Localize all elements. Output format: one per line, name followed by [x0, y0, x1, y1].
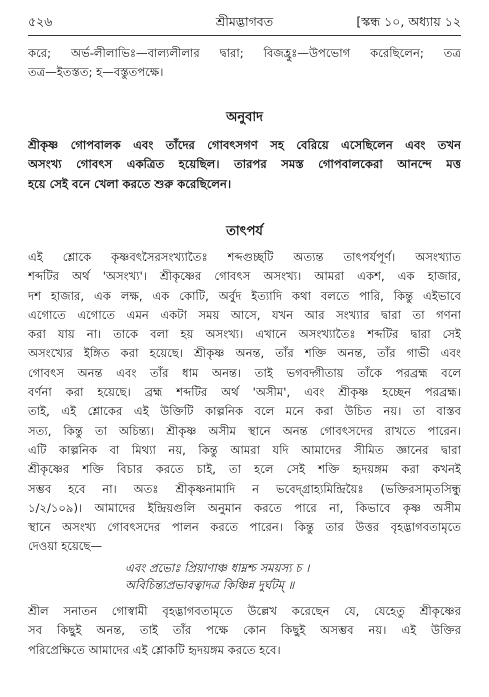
translation-block	[28, 136, 461, 194]
purport-line: শ্রীকৃষ্ণের শক্তি বিচার করতে চাই, তা হলে সেই শক্তি হৃদয়ঙ্গম করা কখনই	[28, 462, 461, 477]
synonyms-block	[28, 44, 461, 83]
purport-heading: তাৎপর্য	[226, 224, 263, 239]
closing-line: সব কিছুই অনন্ত, তাই তাঁর পক্ষে কোন কিছুই অসম্ভব নয়। এই উক্তির	[28, 623, 461, 638]
purport-line: এই শ্লোকে কৃষ্ণবৎসৈরসংখ্যাতৈঃ শব্দগুচ্ছটি অত্যন্ত তাৎপর্যপূর্ণ। অসংখ্যাত	[28, 250, 461, 264]
book-title: শ্রীমদ্ভাগবত	[215, 14, 274, 29]
purport-line: গোবৎস অনন্ত এবং তাঁর ধাম অনন্ত। তাই ভগবদ্গীতায় তাঁকে পরব্রহ্ম বলে	[28, 365, 461, 380]
header-rule	[28, 35, 461, 36]
closing-block	[28, 602, 461, 660]
purport-line: তাই, এই শ্লোকের এই উক্তিটি কাল্পনিক বলে মনে করা উচিত নয়। তা বাস্তব	[28, 404, 461, 419]
purport-line: শব্দটির অর্থ 'অসংখ্য'। শ্রীকৃষ্ণের গোবৎস অসংখ্য। আমরা একশ, এক হাজার,	[28, 269, 461, 284]
purport-line: সম্ভব হবে না। অতঃ শ্রীকৃষ্ণনামাদি ন ভবেদ্গ্রাহ্যমিন্দ্রিয়ৈঃ (ভক্তিরসামৃতসিন্ধু	[28, 481, 461, 496]
running-header	[28, 14, 461, 34]
translation-heading-row	[28, 108, 461, 132]
purport-line: দশ হাজার, এক লক্ষ, এক কোটি, অর্বুদ ইত্যাদি কথা বলতে পারি, কিন্তু এইভাবে	[28, 288, 461, 303]
purport-line: স্থানে অসংখ্য গোবৎসদের পালন করতে পারেন। কিন্তু তার উত্তর বৃহদ্ভাগবতামৃতে	[28, 520, 461, 535]
translation-line: হয়ে সেই বনে খেলা করতে শুরু করেছিলেন।	[28, 176, 232, 191]
purport-line: ১/২/১০৯)। আমাদের ইন্দ্রিয়গুলি অনুমান করতে পারে না, কিভাবে কৃষ্ণ অসীম	[28, 500, 461, 515]
translation-heading: অনুবাদ	[226, 110, 263, 125]
sanskrit-verse	[125, 560, 309, 594]
closing-line: পরিপ্রেক্ষিতে আমাদের এই শ্লোকটি হৃদয়ঙ্গম করতে হবে।	[28, 642, 281, 657]
closing-line: শ্রীল সনাতন গোস্বামী বৃহদ্ভাগবতামৃতে উল্লেখ করেছেন যে, যেহেতু শ্রীকৃষ্ণের	[28, 604, 461, 618]
purport-block	[28, 248, 461, 557]
page-number: ৫২৬	[28, 14, 53, 29]
translation-line: শ্রীকৃষ্ণ গোপবালক এবং তাঁদের গোবৎসগণ সহ বেরিয়ে এসেছিলেন এবং তখন	[28, 138, 461, 152]
synonyms-line: তত্র—ইতস্তত; হ—বস্তুতপক্ষে।	[28, 65, 164, 80]
purport-line: দেওয়া হয়েছে—	[28, 539, 103, 554]
verse-line: এবং প্রভোঃ প্রিয়াণাঞ্চ ধাম্নশ্চ সময়স্য চ ।	[125, 561, 310, 575]
canto-chapter-reference: [স্কন্ধ ১০, অধ্যায় ১২	[356, 14, 461, 29]
purport-line: সত্য, কিন্তু তা অচিন্ত্য। শ্রীকৃষ্ণ অসীম স্থানে অনন্ত গোবৎসদের রাখতে পারেন।	[28, 423, 461, 438]
translation-line: অসংখ্য গোবৎস একত্রিত হয়েছিল। তারপর সমস্ত গোপবালকেরা আনন্দে মত্ত	[28, 157, 461, 172]
synonyms-line: করে; অর্ভ-লীলাভিঃ—বাল্যলীলার দ্বারা; বিজহ্রুঃ—উপভোগ করেছিলেন; তত্র	[28, 46, 461, 60]
purport-line: এটি কাল্পনিক বা মিথ্যা নয়, কিন্তু আমরা যদি আমাদের সীমিত জ্ঞানের দ্বারা	[28, 442, 461, 457]
purport-line: অসংখ্যের ইঙ্গিত করা হয়েছে। শ্রীকৃষ্ণ অনন্ত, তাঁর শক্তি অনন্ত, তাঁর গাভী এবং	[28, 346, 461, 361]
purport-line: এগোতে এগোতে এমন একটা সময় আসে, যখন আর সংখ্যার দ্বারা তা গণনা	[28, 307, 461, 322]
purport-line: বর্ণনা করা হয়েছে। ব্রহ্ম শব্দটির অর্থ 'অসীম', এবং শ্রীকৃষ্ণ হচ্ছেন পরব্রহ্ম।	[28, 385, 461, 400]
purport-line: করা যায় না। তাকে বলা হয় অসংখ্য। এখানে অসংখ্যাতৈঃ শব্দটির দ্বারা সেই	[28, 327, 461, 342]
verse-line: অবিচিন্ত্যপ্রভাবত্বাদত্র কিঞ্চিন্ন দুর্ঘটম্ ॥	[125, 578, 295, 592]
purport-heading-row	[28, 222, 461, 246]
